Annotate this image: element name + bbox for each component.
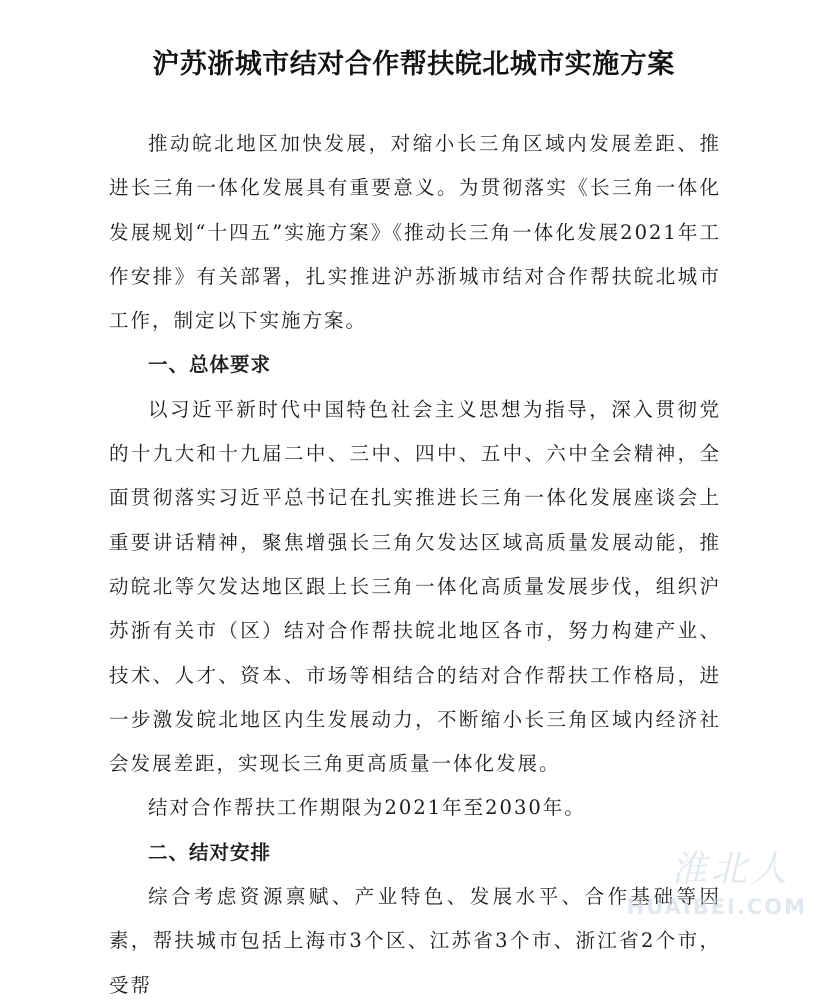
section-2-heading: 二、结对安排 <box>148 840 272 864</box>
section-1-paragraph-2: 结对合作帮扶工作期限为2021年至2030年。 <box>148 796 586 820</box>
section-1-paragraph-1: 以习近平新时代中国特色社会主义思想为指导，深入贯彻党的十九大和十九届二中、三中、四中、五中、六中全会精神，全面贯彻落实习近平总书记在扎实推进长三角一体化发展座谈会上重要讲话精神，聚焦增强长三角欠发达区域高质量发展动能，推动皖北等欠发达地区跟上长三角一体化高质量发展步伐，组织沪苏浙有关市（区）结对合作帮扶皖北地区各市，努力构建产业、技术、人才、资本、市场等相结合的结对合作帮扶工作格局，进一步激发皖北地区内生发展动力，不断缩小长三角区域内经济社会发展差距，实现长三角更高质量一体化发展。 <box>109 397 721 776</box>
document-title: 沪苏浙城市结对合作帮扶皖北城市实施方案 <box>152 49 675 80</box>
watermark-domain: HUAIBEI.COM <box>626 895 807 919</box>
watermark-logo-script: 淮北人 <box>670 849 791 890</box>
section-1-heading: 一、总体要求 <box>148 353 272 377</box>
section-2-paragraph-1: 综合考虑资源禀赋、产业特色、发展水平、合作基础等因素，帮扶城市包括上海市3个区、江苏省3个市、浙江省2个市，受帮 <box>109 885 721 997</box>
intro-paragraph: 推动皖北地区加快发展，对缩小长三角区域内发展差距、推进长三角一体化发展具有重要意义。为贯彻落实《长三角一体化发展规划“十四五”实施方案》《推动长三角一体化发展2021年工作安排》有关部署，扎实推进沪苏浙城市结对合作帮扶皖北城市工作，制定以下实施方案。 <box>109 132 721 333</box>
site-watermark <box>601 841 811 919</box>
